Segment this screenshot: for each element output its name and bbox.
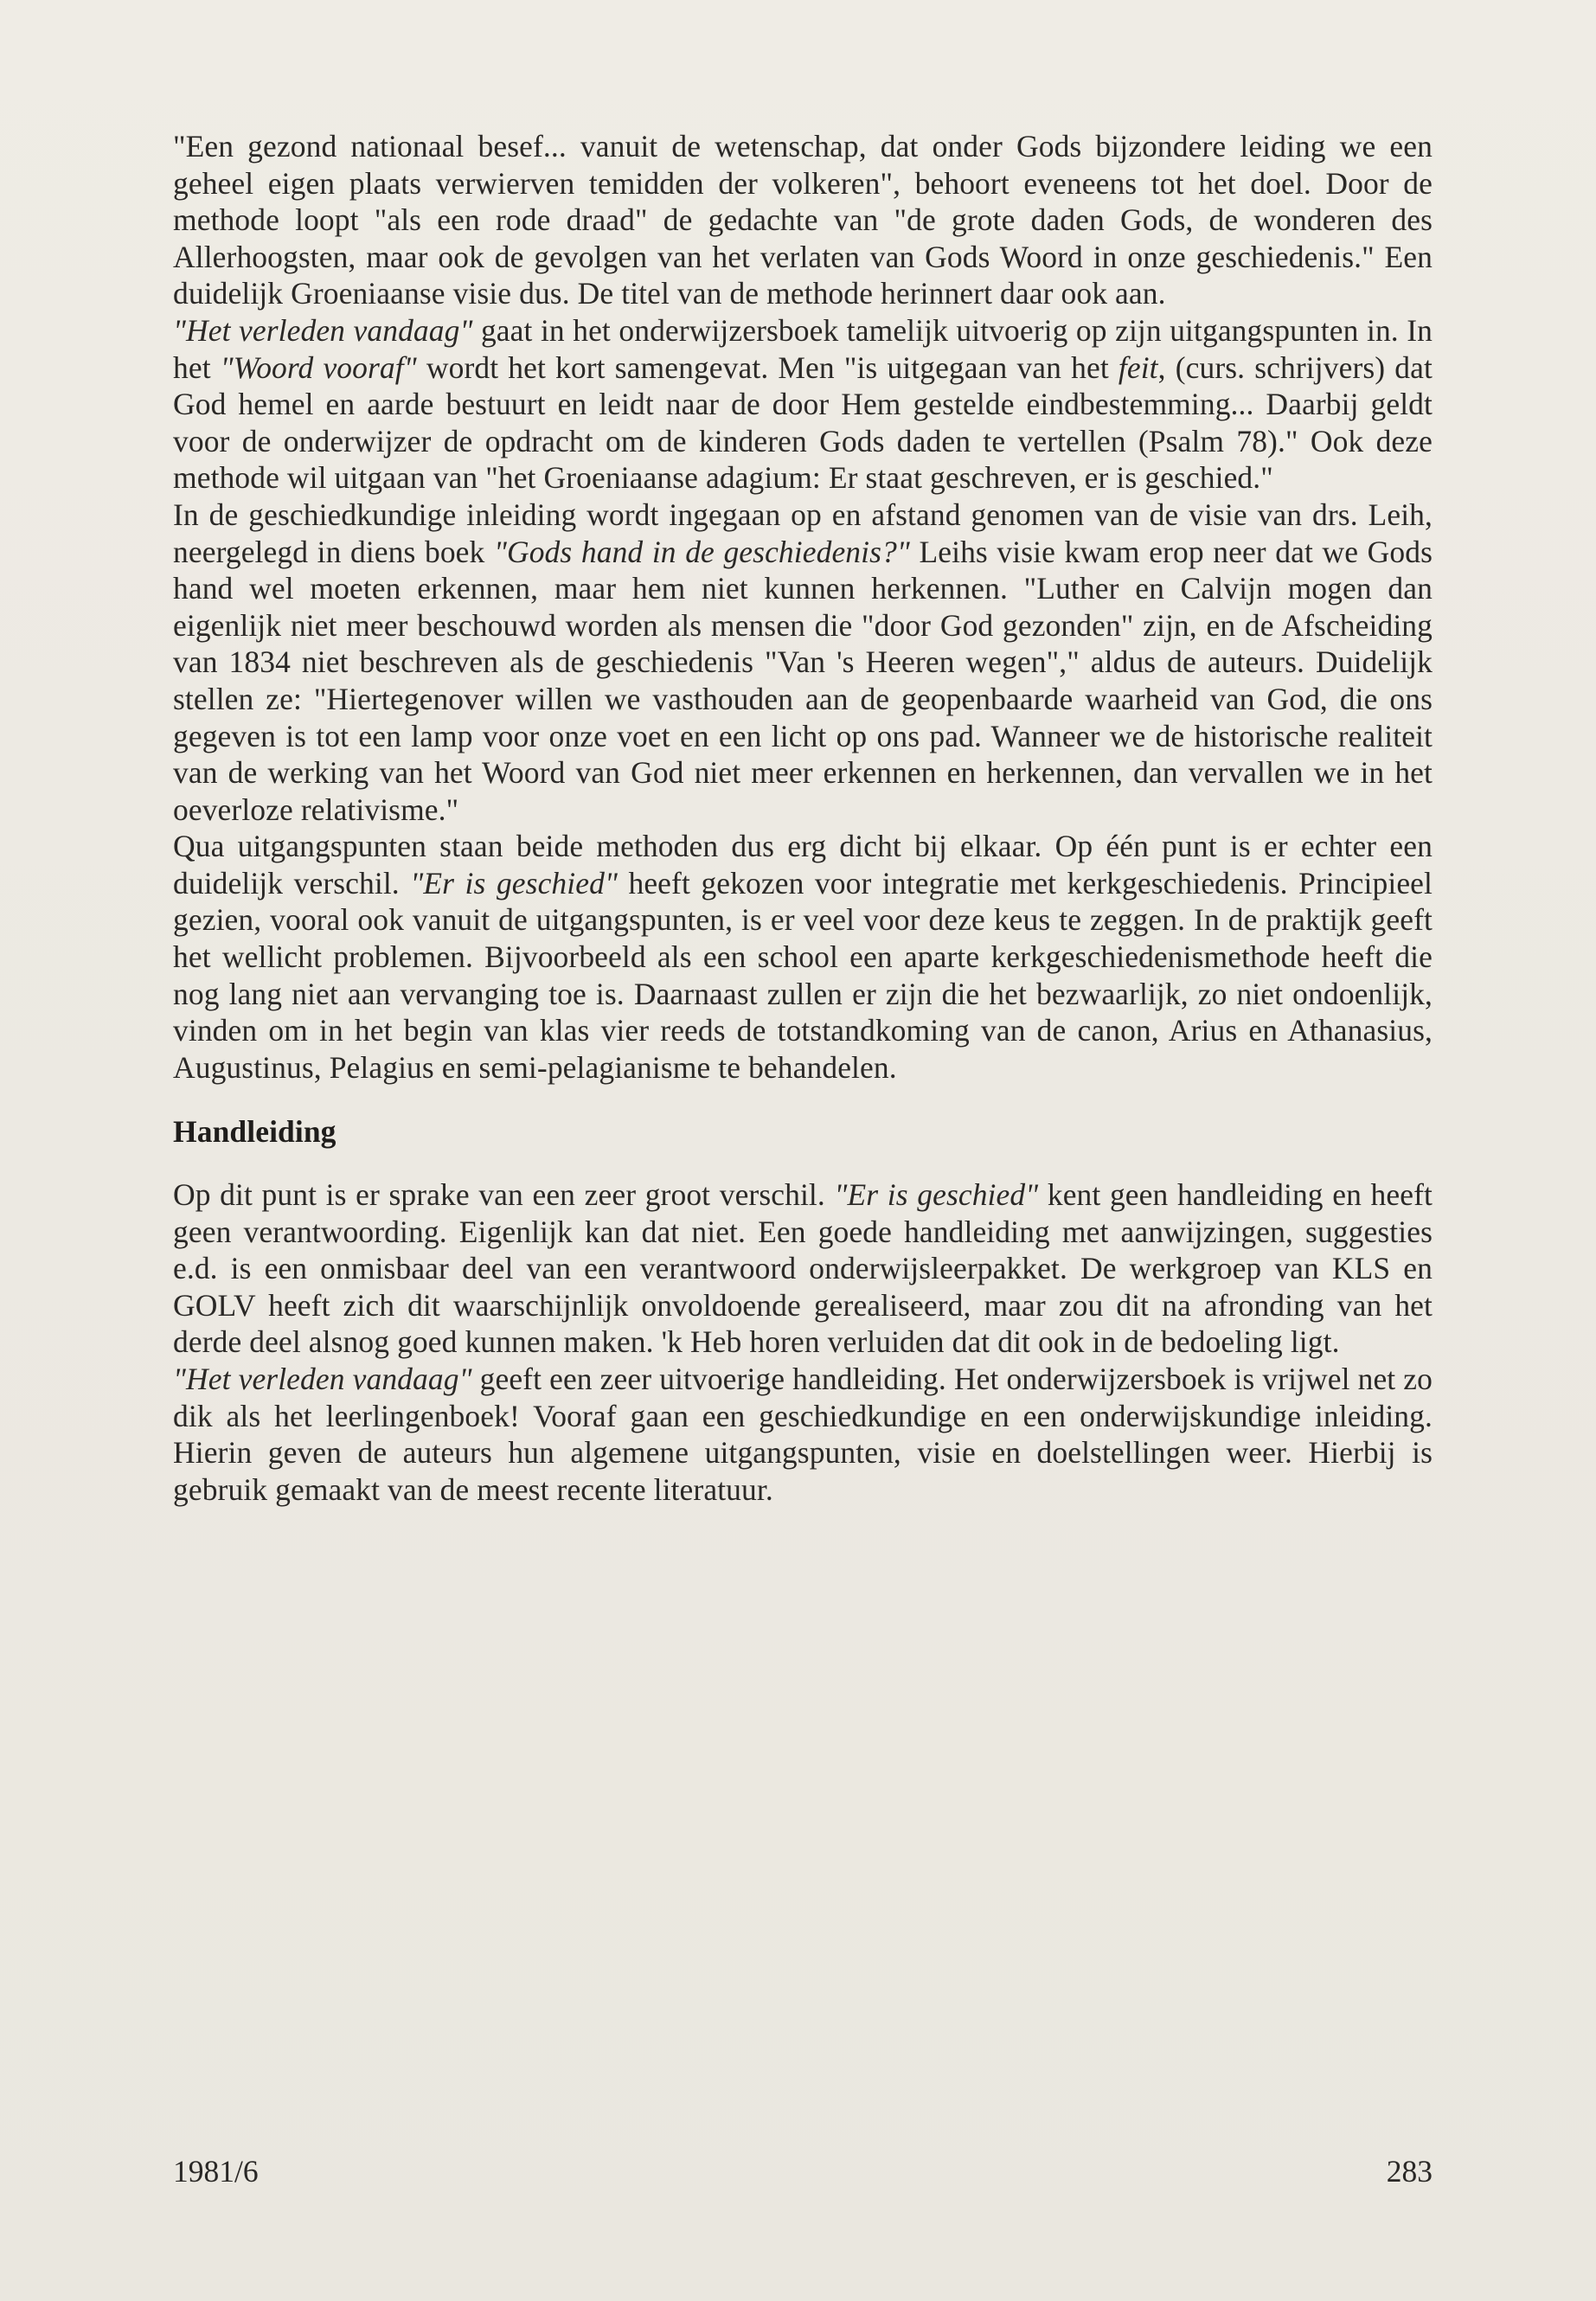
paragraph-6 xyxy=(173,1361,1433,1508)
text-run: wordt het kort samengevat. Men "is uitgegaan van het xyxy=(416,349,1118,385)
italic-title-run: "Woord vooraf" xyxy=(220,349,417,385)
italic-title-run: "Gods hand in de geschiedenis?" xyxy=(493,534,910,569)
text-run: In de geschiedkundige inleiding wordt ingegaan op en afstand genomen van de visie van drs. Leih, neergelegd in diens boek xyxy=(173,497,1433,569)
text-run: kent geen handleiding en heeft geen verantwoording. Eigenlijk kan dat niet. Een goede handleiding met aanwijzingen, suggesties e.d. is een onmisbaar deel van een verantwoord onderwijsleerpakket. De werkgroep van KLS en GOLV heeft zich dit waarschijnlijk onvoldoende gerealiseerd, maar zou dit na afronding van het derde deel alsnog goed kunnen maken. 'k Heb horen verluiden dat dit ook in de bedoeling ligt. xyxy=(173,1177,1433,1360)
text-run: , (curs. schrijvers) dat God hemel en aarde bestuurt en leidt naar de door Hem gestelde eindbestemming... Daarbij geldt voor de onderwijzer de opdracht om de kinderen Gods daden te vertellen (Psalm 78)." Ook deze methode wil uitgaan van "het Groeniaanse adagium: Er staat geschreven, er is geschied." xyxy=(173,349,1433,496)
paragraph-4 xyxy=(173,828,1433,1086)
italic-title-run: "Er is geschied" xyxy=(410,865,618,901)
article-body xyxy=(173,128,1433,1508)
page-number: 283 xyxy=(1386,2154,1433,2189)
section-heading: Handleiding xyxy=(173,1114,337,1150)
paragraph-5 xyxy=(173,1176,1433,1361)
text-run: Leihs visie kwam erop neer dat we Gods hand wel moeten erkennen, maar hem niet kunnen herkennen. "Luther en Calvijn mogen dan eigenlijk niet meer beschouwd worden als mensen die "door God gezonden" zijn, en de Afscheiding van 1834 niet beschreven als de geschiedenis "Van 's Heeren wegen"," aldus de auteurs. Duidelijk stellen ze: "Hiertegenover willen we vasthouden aan de geopenbaarde waarheid van God, die ons gegeven is tot een lamp voor onze voet en een licht op ons pad. Wanneer we de historische realiteit van de werking van het Woord van God niet meer erkennen en herkennen, dan vervallen we in het oeverloze relativisme." xyxy=(173,534,1433,827)
text-run: Qua uitgangspunten staan beide methoden dus erg dicht bij elkaar. Op één punt is er echter een duidelijk verschil. xyxy=(173,829,1433,901)
italic-title-run: "Het verleden vandaag" xyxy=(173,1362,472,1396)
text-run: Op dit punt is er sprake van een zeer groot verschil. xyxy=(173,1177,835,1213)
italic-title-run: "Het verleden vandaag" xyxy=(173,312,473,348)
text-run: "Een gezond nationaal besef... vanuit de wetenschap, dat onder Gods bijzondere leiding we een geheel eigen plaats verwierven temidden der volkeren", behoort eveneens tot het doel. Door de methode loopt "als een rode draad" de gedachte van "de grote daden Gods, de wonderen des Allerhoogsten, maar ook de gevolgen van het verlaten van Gods Woord in onze geschiedenis." Een duidelijk Groeniaanse visie dus. De titel van de methode herinnert daar ook aan. xyxy=(173,129,1433,311)
text-run: geeft een zeer uitvoerige handleiding. Het onderwijzersboek is vrijwel net zo dik als het leerlingenboek! Vooraf gaan een geschiedkundige en een onderwijskundige inleiding. Hierin geven de auteurs hun algemene uitgangspunten, visie en doelstellingen weer. Hierbij is gebruik gemaakt van de meest recente literatuur. xyxy=(173,1362,1433,1507)
paragraph-3 xyxy=(173,497,1433,828)
italic-title-run: "Er is geschied" xyxy=(834,1177,1039,1213)
italic-title-run: feit xyxy=(1118,349,1158,385)
text-run: heeft gekozen voor integratie met kerkgeschiedenis. Principieel gezien, vooral ook vanuit de uitgangspunten, is er veel voor deze keus te zeggen. In de praktijk geeft het wellicht problemen. Bijvoorbeeld als een school een aparte kerkgeschiedenismethode heeft die nog lang niet aan vervanging toe is. Daarnaast zullen er zijn die het bezwaarlijk, zo niet ondoenlijk, vinden om in het begin van klas vier reeds de totstandkoming van de canon, Arius en Athanasius, Augustinus, Pelagius en semi-pelagianisme te behandelen. xyxy=(173,865,1433,1085)
text-run: gaat in het onderwijzersboek tamelijk uitvoerig op zijn uitgangspunten in. In het xyxy=(173,312,1433,385)
issue-number: 1981/6 xyxy=(173,2154,259,2189)
paragraph-2 xyxy=(173,312,1433,497)
paragraph-1 xyxy=(173,128,1433,312)
